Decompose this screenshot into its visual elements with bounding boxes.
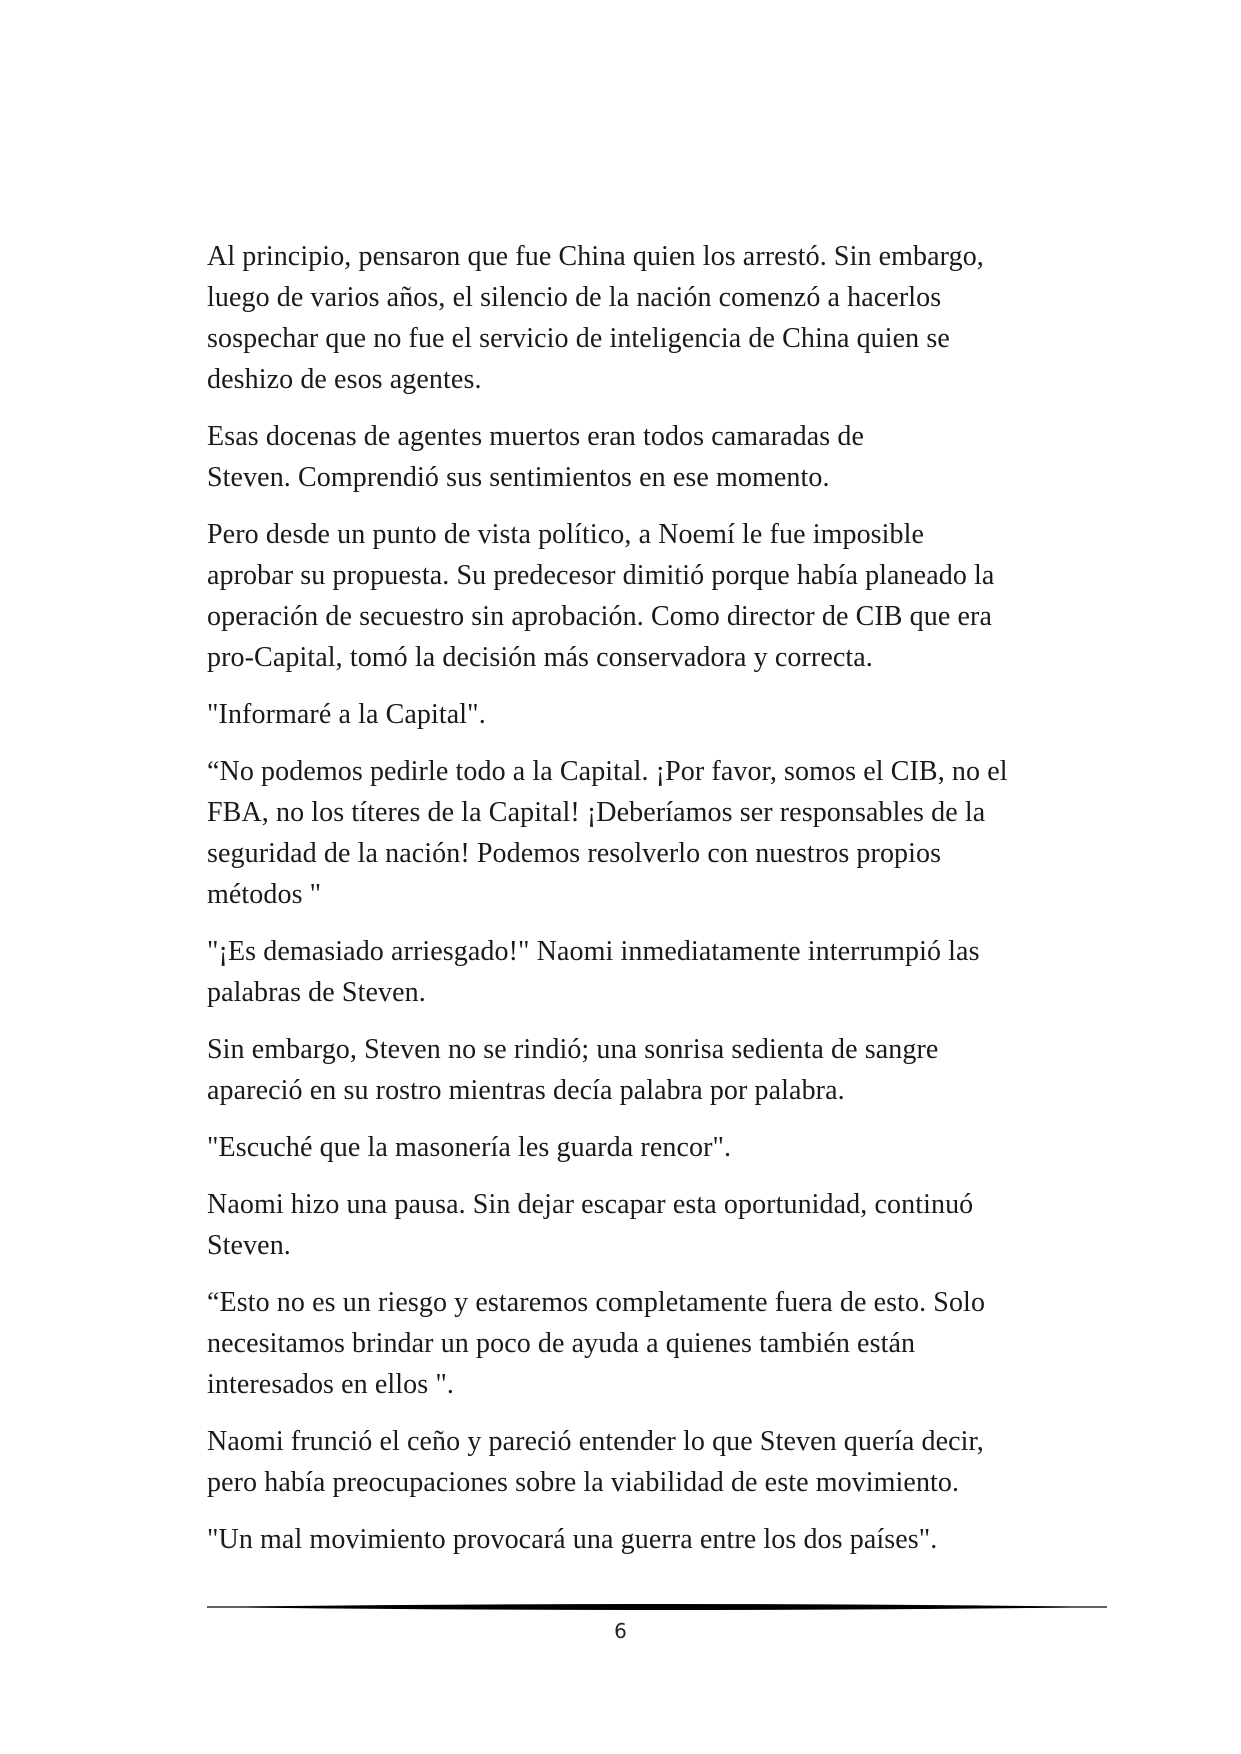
paragraph: Naomi hizo una pausa. Sin dejar escapar esta oportunidad, continuó Steven. — [207, 1189, 974, 1261]
paragraph: “No podemos pedirle todo a la Capital. ¡Por favor, somos el CIB, no el FBA, no los títeres de la Capital! ¡Deberíamos ser responsables de la seguridad de la nación! Podemos resolverlo con nuestros propios métodos " — [207, 756, 1008, 910]
paragraph: Pero desde un punto de vista político, a Noemí le fue imposible aprobar su propuesta. Su predecesor dimitió porque había planeado la operación de secuestro sin aprobación. Como director de CIB que era pro-Capital, tomó la decisión más conservadora y correcta. — [207, 519, 995, 673]
paragraph: "Un mal movimiento provocará una guerra entre los dos países". — [207, 1524, 938, 1555]
footer-divider — [207, 1602, 1107, 1612]
paragraph: Naomi frunció el ceño y pareció entender lo que Steven quería decir, pero había preocupaciones sobre la viabilidad de este movimiento. — [207, 1426, 984, 1498]
paragraph: Al principio, pensaron que fue China quien los arrestó. Sin embargo, luego de varios años, el silencio de la nación comenzó a hacerlos sospechar que no fue el servicio de inteligencia de China quien se deshizo de esos agentes. — [207, 241, 984, 395]
paragraph: Sin embargo, Steven no se rindió; una sonrisa sedienta de sangre apareció en su rostro mientras decía palabra por palabra. — [207, 1034, 939, 1106]
page-number: 6 — [614, 1619, 627, 1643]
paragraph: "Escuché que la masonería les guarda rencor". — [207, 1132, 732, 1163]
body-text — [207, 236, 1077, 1576]
paragraph: "¡Es demasiado arriesgado!" Naomi inmediatamente interrumpió las palabras de Steven. — [207, 936, 980, 1008]
paragraph: “Esto no es un riesgo y estaremos completamente fuera de esto. Solo necesitamos brindar un poco de ayuda a quienes también están interesados en ellos ". — [207, 1287, 986, 1400]
paragraph: "Informaré a la Capital". — [207, 699, 486, 730]
paragraph: Esas docenas de agentes muertos eran todos camaradas de Steven. Comprendió sus sentimientos en ese momento. — [207, 421, 865, 493]
